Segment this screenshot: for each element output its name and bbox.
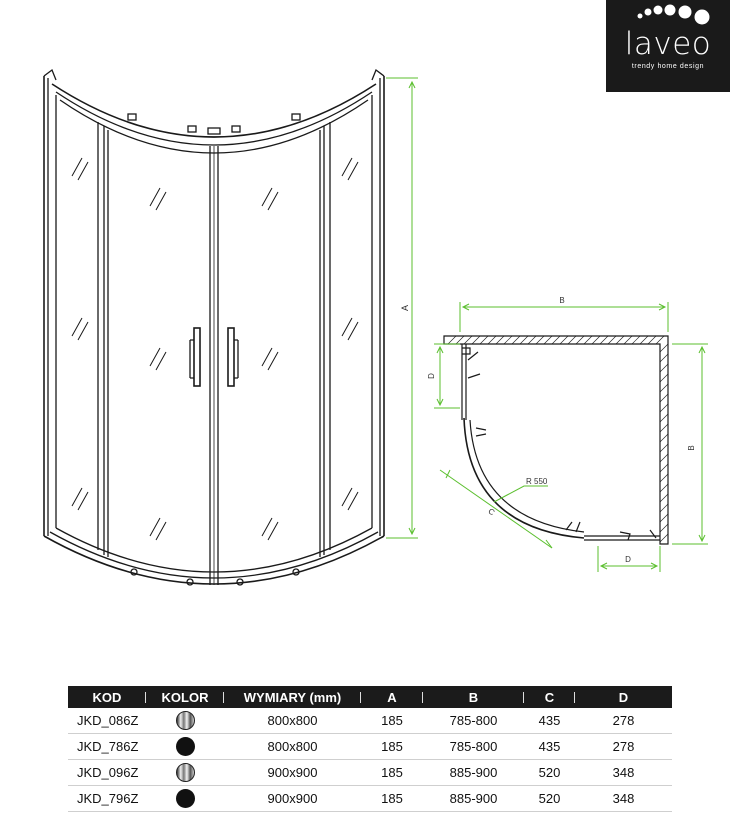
cell-b: 885-900 bbox=[423, 786, 524, 812]
cell-c: 435 bbox=[524, 708, 575, 734]
header-a-label: A bbox=[387, 689, 397, 705]
cell-wymiary: 800x800 bbox=[224, 734, 361, 760]
chrome-swatch-icon bbox=[176, 763, 195, 782]
cell-wymiary: 800x800 bbox=[224, 708, 361, 734]
cell-b: 785-800 bbox=[423, 708, 524, 734]
plan-label-radius: R 550 bbox=[526, 477, 548, 486]
plan-label-depth: B bbox=[687, 445, 696, 451]
cell-a: 185 bbox=[361, 708, 423, 734]
front-view bbox=[44, 70, 384, 585]
glass-reflection-marks bbox=[72, 158, 358, 540]
plan-view bbox=[444, 336, 668, 544]
header-b bbox=[423, 686, 524, 708]
spec-table bbox=[68, 686, 672, 812]
cell-kolor bbox=[146, 786, 224, 812]
black-swatch-icon bbox=[176, 737, 195, 756]
cell-c: 435 bbox=[524, 734, 575, 760]
cell-a: 185 bbox=[361, 760, 423, 786]
cell-kod: JKD_796Z bbox=[68, 786, 146, 812]
header-wymiary bbox=[224, 686, 361, 708]
cell-c: 520 bbox=[524, 760, 575, 786]
header-wymiary-label: WYMIARY (mm) bbox=[243, 689, 342, 705]
header-kolor-label: KOLOR bbox=[161, 689, 209, 705]
cell-wymiary: 900x900 bbox=[224, 786, 361, 812]
header-c-label: C bbox=[544, 689, 555, 705]
cell-b: 785-800 bbox=[423, 734, 524, 760]
header-d-label: D bbox=[618, 689, 629, 705]
header-kolor bbox=[146, 686, 224, 708]
cell-a: 185 bbox=[361, 734, 423, 760]
cell-d: 278 bbox=[575, 708, 672, 734]
header-b-label: B bbox=[468, 689, 479, 705]
table-row bbox=[68, 708, 672, 734]
chrome-swatch-icon bbox=[176, 711, 195, 730]
table-row bbox=[68, 734, 672, 760]
cell-d: 348 bbox=[575, 786, 672, 812]
plan-dimensions bbox=[434, 302, 708, 572]
cell-kod: JKD_086Z bbox=[68, 708, 146, 734]
cell-c: 520 bbox=[524, 786, 575, 812]
header-kod bbox=[68, 686, 146, 708]
cell-b: 885-900 bbox=[423, 760, 524, 786]
plan-label-chord: C bbox=[486, 506, 497, 518]
dimension-a-label: A bbox=[400, 304, 410, 312]
brand-tagline: trendy home design bbox=[631, 63, 705, 70]
plan-label-door-bottom: D bbox=[625, 555, 631, 564]
header-d bbox=[575, 686, 672, 708]
cell-d: 348 bbox=[575, 760, 672, 786]
table-header-row bbox=[68, 686, 672, 708]
cell-d: 278 bbox=[575, 734, 672, 760]
cell-kod: JKD_096Z bbox=[68, 760, 146, 786]
plan-label-width: B bbox=[559, 296, 565, 305]
header-c bbox=[524, 686, 575, 708]
table-row bbox=[68, 760, 672, 786]
brand-name: laveo bbox=[624, 26, 712, 62]
plan-label-door-top: D bbox=[427, 373, 436, 379]
cell-wymiary: 900x900 bbox=[224, 760, 361, 786]
cell-kolor bbox=[146, 708, 224, 734]
cell-kolor bbox=[146, 734, 224, 760]
header-a bbox=[361, 686, 423, 708]
black-swatch-icon bbox=[176, 789, 195, 808]
header-kod-label: KOD bbox=[92, 689, 122, 705]
cell-a: 185 bbox=[361, 786, 423, 812]
cell-kolor bbox=[146, 760, 224, 786]
table-row bbox=[68, 786, 672, 812]
cell-kod: JKD_786Z bbox=[68, 734, 146, 760]
